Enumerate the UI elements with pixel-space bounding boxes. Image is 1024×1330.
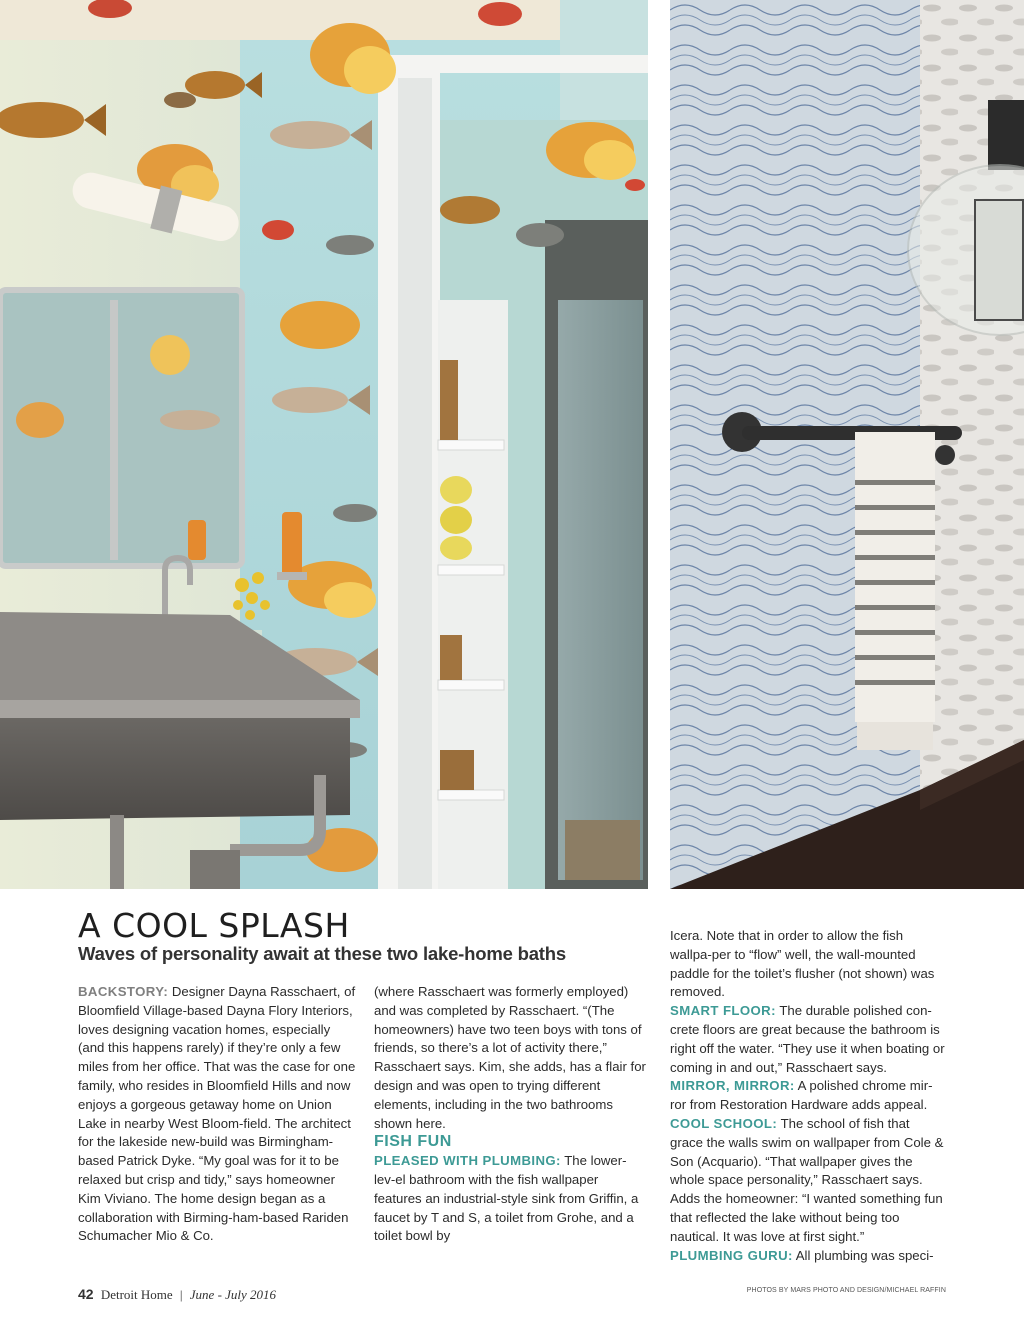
smart-floor-paragraph — [670, 1002, 946, 1077]
magazine-name: Detroit Home — [100, 1287, 173, 1302]
photo-credit: PHOTOS BY MARS PHOTO AND DESIGN/MICHAEL RAFFIN — [746, 1287, 946, 1294]
body-column-1 — [78, 983, 356, 1246]
photo-gutter — [648, 0, 670, 889]
smart-floor-text: The durable polished con-crete floors are great because the bathroom is right off the water. “They use it when boating or coming in and out,” Rasschaert says. — [670, 1003, 945, 1075]
body-column-3 — [670, 927, 946, 1265]
icera-paragraph: Icera. Note that in order to allow the fish wallpa-per to “flow” well, the wall-mounted paddle for the toilet’s flusher (not shown) was removed. — [670, 928, 935, 1000]
backstory-text: Designer Dayna Rasschaert, of Bloomfield Village-based Dayna Flory Interiors, loves designing vacation homes, especially (and this happens rarely) if they’re only a few miles from her office. That was the case for one family, who resides in Bloomfield Hills and now enjoys a gorgeous getaway home on Union Lake in nearby West Bloom-field. The architect for the lakeside new-build was Birmingham-based Patrick Dyke. “My goal was for it to be relaxed but crisp and tidy,” says homeowner Kim Viviano. The home design began as a collaboration with Birming-ham-based Rariden Schumacher Mio & Co. — [78, 984, 356, 1244]
wave-bathroom-photo — [670, 0, 1024, 889]
fish-bathroom-photo — [0, 0, 648, 889]
backstory-lead: BACKSTORY: — [78, 984, 169, 999]
folio-separator: | — [179, 1287, 183, 1302]
mirror-lead: MIRROR, MIRROR: — [670, 1078, 795, 1094]
fish-bathroom-illustration — [0, 0, 648, 889]
backstory-paragraph — [78, 983, 356, 1246]
mirror-text: A polished chrome mir-ror from Restoration Hardware adds appeal. — [670, 1078, 933, 1113]
article-title: A COOL SPLASH — [78, 906, 350, 945]
plumbing-guru-paragraph — [670, 1247, 946, 1266]
wave-bathroom-illustration — [670, 0, 1024, 889]
article-subtitle: Waves of personality await at these two lake-home baths — [78, 943, 566, 964]
page-number: 42 — [78, 1286, 94, 1302]
issue-date: June - July 2016 — [189, 1287, 277, 1302]
plumbing-guru-lead: PLUMBING GURU: — [670, 1247, 793, 1263]
plumbing-lead: PLEASED WITH PLUMBING: — [374, 1153, 561, 1169]
plumbing-guru-text: All plumbing was speci- — [792, 1247, 934, 1263]
cool-school-text: The school of fish that grace the walls swim on wallpaper from Cole & Son (Acquario). “That wallpaper gives the whole space personality,” Rasschaert says. Adds the homeowner: “I wanted something fun that reflected the lake without being too nautical. It was love at first sight.” — [670, 1115, 944, 1244]
mirror-paragraph — [670, 1077, 946, 1115]
plumbing-paragraph — [374, 1152, 646, 1246]
page-folio — [78, 1286, 276, 1303]
smart-floor-lead: SMART FLOOR: — [670, 1003, 776, 1019]
cool-school-lead: COOL SCHOOL: — [670, 1115, 778, 1131]
continuation-paragraph: (where Rasschaert was formerly employed) and was completed by Rasschaert. “(The homeowners) have two teen boys with tons of friends, so there’s a lot of activity there,” Rasschaert says. Kim, she adds, has a flair for design and was open to trying different elements, including in the two bathrooms shown here. — [374, 984, 646, 1131]
cool-school-paragraph — [670, 1115, 946, 1247]
plumbing-text: The lower-lev-el bathroom with the fish wallpaper features an industrial-style sink from Griffin, a faucet by T and S, a toilet from Grohe, and a toilet bowl by — [374, 1153, 639, 1244]
fish-fun-subhead: FISH FUN — [374, 1133, 452, 1151]
body-column-2 — [374, 983, 646, 1246]
